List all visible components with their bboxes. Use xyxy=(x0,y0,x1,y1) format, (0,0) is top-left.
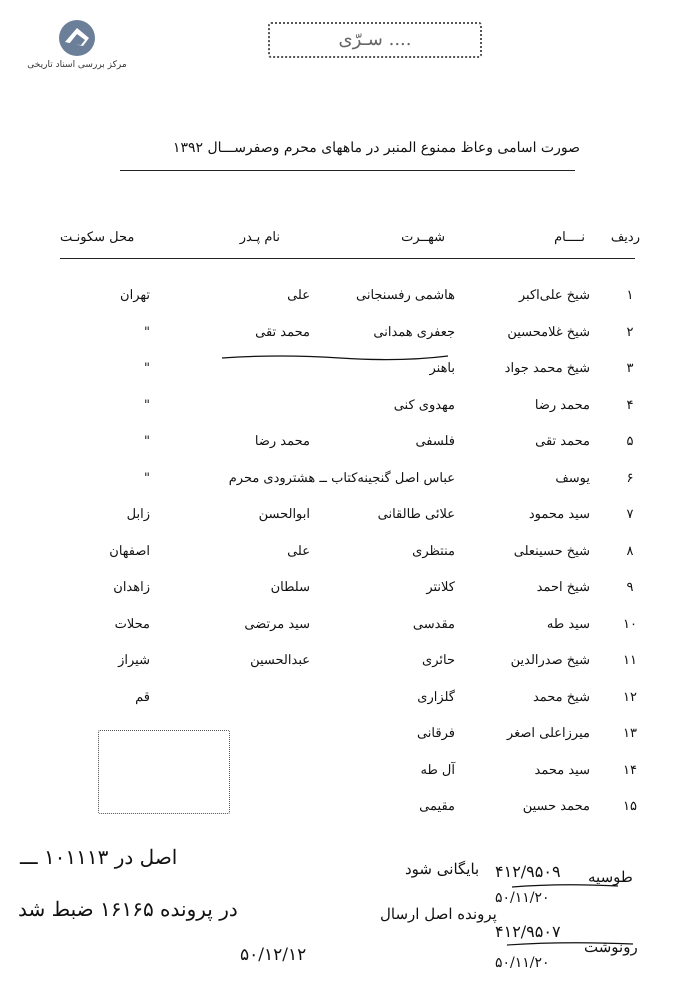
row-name: شیخ حسینعلی xyxy=(513,543,590,559)
row-fame: مهدوی کنی xyxy=(393,397,455,413)
row-place: زابل xyxy=(126,507,150,522)
row-fame: منتظری xyxy=(412,543,455,559)
row-fame: باهنر xyxy=(429,361,455,376)
row-fame: گلزاری xyxy=(417,689,455,705)
row-num: ۱۴ xyxy=(623,762,637,778)
row-place: شیراز xyxy=(118,653,150,668)
row-fame: هاشمی رفسنجانی xyxy=(355,288,455,303)
header-name: نــــام xyxy=(554,230,585,245)
row-fame: حائری xyxy=(422,653,455,668)
row-father: عبدالحسین xyxy=(250,653,310,668)
handwritten-note: بایگانی شود xyxy=(405,860,480,878)
handwritten-reference: ۴۱۲/۹۵۰۷ xyxy=(495,922,561,941)
row-num: ۱۱ xyxy=(623,653,637,668)
row-place: " xyxy=(144,324,150,340)
row-fame: جعفری همدانی xyxy=(373,324,455,340)
row-num: ۵ xyxy=(626,434,634,449)
row-num: ۹ xyxy=(626,580,634,595)
row-num: ۱۲ xyxy=(623,689,637,705)
row-place: زاهدان xyxy=(113,580,150,595)
row-father: ابوالحسن xyxy=(258,507,310,522)
table-row xyxy=(60,540,640,577)
row-num: ۸ xyxy=(626,543,634,559)
row-fame: مقدسی xyxy=(412,616,455,632)
row-fame: آل طه xyxy=(420,762,455,778)
row-father: محمد رضا xyxy=(254,434,310,449)
table-header xyxy=(60,230,640,254)
row-name: شیخ محمد xyxy=(532,689,590,705)
header-place: محل سکونـت xyxy=(60,230,135,245)
table-row xyxy=(60,686,640,723)
row-name: شیخ علی‌اکبر xyxy=(518,288,590,303)
row-num: ۱۳ xyxy=(623,726,637,741)
row-place: اصفهان xyxy=(109,543,150,559)
header-divider xyxy=(60,258,635,259)
row-num: ۱۰ xyxy=(623,616,637,632)
title-underline xyxy=(120,170,575,171)
table-row xyxy=(60,284,640,321)
row-num: ۷ xyxy=(626,507,634,522)
row-place: " xyxy=(144,470,150,486)
row-fame: علائی طالقانی xyxy=(377,507,455,522)
classification-stamp: سـرّی .... xyxy=(268,22,482,58)
row-father: علی xyxy=(287,543,310,559)
row-name: شیخ احمد xyxy=(536,580,590,595)
handwritten-note: رونوشت xyxy=(584,938,638,956)
row-name: شیخ غلامحسین xyxy=(507,324,590,340)
handwritten-date: ۵۰/۱۲/۱۲ xyxy=(240,945,307,965)
archive-logo-icon xyxy=(55,18,99,58)
row-long-entry: عباس اصل گنجینه‌کتاب ــ هشترودی محرم xyxy=(228,470,455,486)
handwritten-note: اصل در ۱۰۱۱۱۳ ـــ xyxy=(20,845,178,869)
handwritten-reference: ۴۱۲/۹۵۰۹ xyxy=(495,862,561,881)
row-fame: کلانتر xyxy=(426,580,455,595)
row-fame: مقیمی xyxy=(419,799,455,814)
row-num: ۱ xyxy=(626,288,634,303)
row-place: محلات xyxy=(114,616,150,632)
header-num: ردیف xyxy=(610,230,640,245)
row-father: سید مرتضی xyxy=(244,616,310,632)
row-num: ۲ xyxy=(626,324,634,340)
handwritten-stroke xyxy=(510,882,620,890)
header-father: نام پـدر xyxy=(239,230,280,245)
handwritten-stroke xyxy=(505,940,635,948)
row-num: ۱۵ xyxy=(623,799,637,814)
header-fame: شهــرت xyxy=(401,230,445,245)
row-num: ۶ xyxy=(626,470,634,486)
row-name: محمد حسین xyxy=(522,799,590,814)
row-name: میرزاعلی اصغر xyxy=(506,726,590,741)
row-father: سلطان xyxy=(270,580,310,595)
row-fame: فرقانی xyxy=(416,726,455,741)
handwritten-note: در پرونده ۱۶۱۶۵ ضبط شد xyxy=(18,897,238,921)
table-row xyxy=(60,649,640,686)
row-place: تهران xyxy=(120,288,150,303)
handwritten-note: طوسیه xyxy=(588,868,633,886)
row-name: محمد تقی xyxy=(535,434,590,449)
row-num: ۳ xyxy=(626,361,634,376)
table-row xyxy=(60,613,640,650)
row-father: محمد تقی xyxy=(255,324,310,340)
table-row xyxy=(60,394,640,431)
row-name: یوسف xyxy=(555,470,590,486)
row-name: سید محمد xyxy=(534,762,590,778)
table-row xyxy=(60,430,640,467)
row-num: ۴ xyxy=(626,397,634,413)
page-title: صورت اسامی وعاظ ممنوع المنبر در ماههای محرم وصفرســـال ۱۳۹۲ xyxy=(172,140,580,156)
row-name: سید محمود xyxy=(528,507,590,522)
row-place: قم xyxy=(135,689,150,705)
table-row xyxy=(60,576,640,613)
table-row xyxy=(60,357,640,394)
row-place: " xyxy=(144,397,150,413)
row-place: " xyxy=(144,434,150,449)
row-name: محمد رضا xyxy=(534,397,590,413)
row-name: سید طه xyxy=(546,616,590,632)
stamp-box xyxy=(98,730,230,814)
row-fame: فلسفی xyxy=(415,434,455,449)
table-row xyxy=(60,503,640,540)
row-name: شیخ صدرالدین xyxy=(510,653,590,668)
row-name: شیخ محمد جواد xyxy=(504,361,590,376)
row-place: " xyxy=(144,361,150,376)
handwritten-date: ۵۰/۱۱/۲۰ xyxy=(495,890,550,906)
archive-logo xyxy=(22,18,132,76)
table-row xyxy=(60,321,640,358)
handwritten-note: پرونده اصل ارسال xyxy=(380,905,497,923)
row-father: علی xyxy=(287,288,310,303)
table-row xyxy=(60,467,640,504)
handwritten-date: ۵۰/۱۱/۲۰ xyxy=(495,955,550,971)
logo-caption: مرکز بررسی اسناد تاریخی xyxy=(27,60,127,70)
